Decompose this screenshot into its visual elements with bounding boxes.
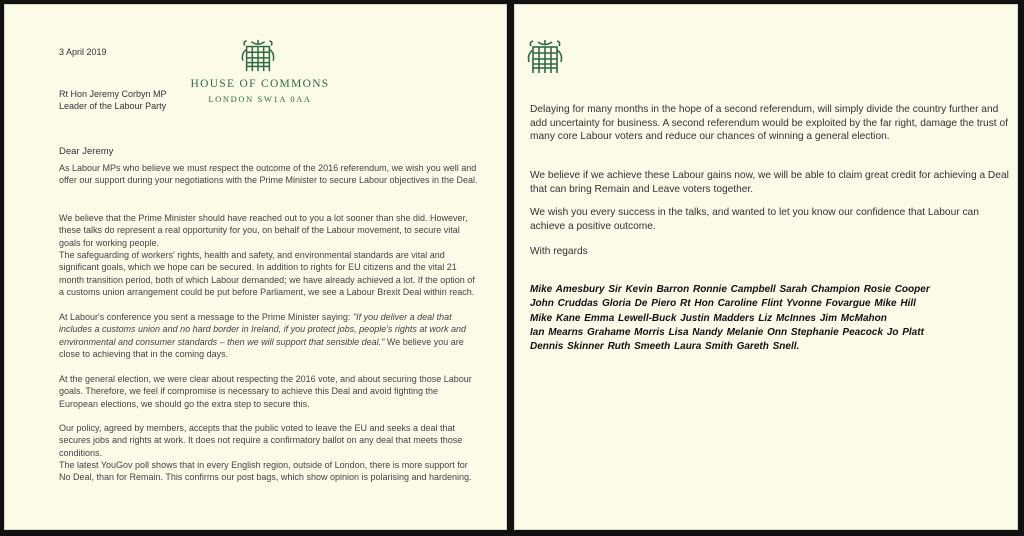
portcullis-crest-icon — [525, 38, 565, 76]
portcullis-crest-icon — [239, 38, 277, 74]
signatories-line: Ian Mearns Grahame Morris Lisa Nandy Melanie Onn Stephanie Peacock Jo Platt — [530, 326, 924, 338]
conference-quote: "If you deliver a deal that includes a customs union and no hard border in Ireland, if you protect jobs, people's rights at work and environmental and consumer standards – then we will support that sensible deal." — [59, 312, 466, 347]
paragraph: We wish you every success in the talks, and wanted to let you know our confidence that Labour can achieve a positive outcome. — [530, 207, 979, 232]
institution-address: LONDON SW1A 0AA — [208, 94, 312, 104]
signatories-line: Mike Kane Emma Lewell-Buck Justin Madders Liz McInnes Jim McMahon — [530, 312, 887, 324]
paragraph: The safeguarding of workers' rights, health and safety, and environmental standards are vital and significant goals, which we hope can be secured. In addition to rights for EU citizens and the vital 21 month transition period, both of which Labour demanded; we have already achieved a lot. If the option of a customs union arrangement could be put before Parliament, we see a Labour Brexit Deal within reach. — [59, 250, 475, 297]
closing: With regards — [530, 246, 588, 257]
paragraph: As Labour MPs who believe we must respect the outcome of the 2016 referendum, we wish you well and offer our support during your negotiations with the Prime Minister to secure Labour objectives in the Deal. — [59, 163, 478, 186]
recipient-block — [59, 88, 167, 112]
signatories-line: Dennis Skinner Ruth Smeeth Laura Smith Gareth Snell. — [530, 341, 800, 353]
paragraph: We believe that the Prime Minister should have reached out to you a lot sooner than she did. However, these talks do represent a real opportunity for you, on behalf of the Labour movement, to secure vital goals for working people. — [59, 213, 468, 248]
conference-lead: At Labour's conference you sent a message to the Prime Minister saying: — [59, 312, 353, 322]
paragraph: Delaying for many months in the hope of a second referendum, will simply divide the country further and add uncertainty for business. A second referendum would be exploited by the far right, damage the trust of many core Labour voters and reduce our chances of winning a general election. — [530, 104, 1008, 143]
paragraph: Our policy, agreed by members, accepts that the public voted to leave the EU and seeks a deal that secures jobs and rights at work. It does not require a confirmatory ballot on any deal that meets those conditions. — [59, 423, 463, 458]
salutation: Dear Jeremy — [59, 146, 114, 157]
paragraph: At the general election, we were clear about respecting the 2016 vote, and about securing those Labour goals. Therefore, we feel if compromise is necessary to achieve this Deal and avoid fighting the European elections, we should go the extra step to secure this. — [59, 374, 472, 409]
signatories-line: Mike Amesbury Sir Kevin Barron Ronnie Campbell Sarah Champion Rosie Cooper — [530, 284, 930, 295]
recipient-name: Rt Hon Jeremy Corbyn MP — [59, 89, 167, 99]
letter-page-two — [514, 4, 1018, 530]
conference-paragraph — [59, 311, 479, 360]
conference-tail: We believe you are close to achieving that in the coming days. — [59, 336, 464, 359]
letter-date: 3 April 2019 — [59, 47, 107, 57]
recipient-title: Leader of the Labour Party — [59, 101, 167, 111]
letter-page-one — [4, 4, 507, 530]
signatories-list — [530, 283, 1016, 354]
paragraph: The latest YouGov poll shows that in every English region, outside of London, there is more support for No Deal, than for Remain. This confirms our post bags, which show opinion is polarising and hardening. — [59, 460, 472, 483]
signatories-line: John Cruddas Gloria De Piero Rt Hon Caroline Flint Yvonne Fovargue Mike Hill — [530, 298, 916, 310]
paragraph: We believe if we achieve these Labour gains now, we will be able to claim great credit for achieving a Deal that can bring Remain and Leave voters together. — [530, 170, 1009, 195]
institution-name: HOUSE OF COMMONS — [190, 78, 330, 90]
